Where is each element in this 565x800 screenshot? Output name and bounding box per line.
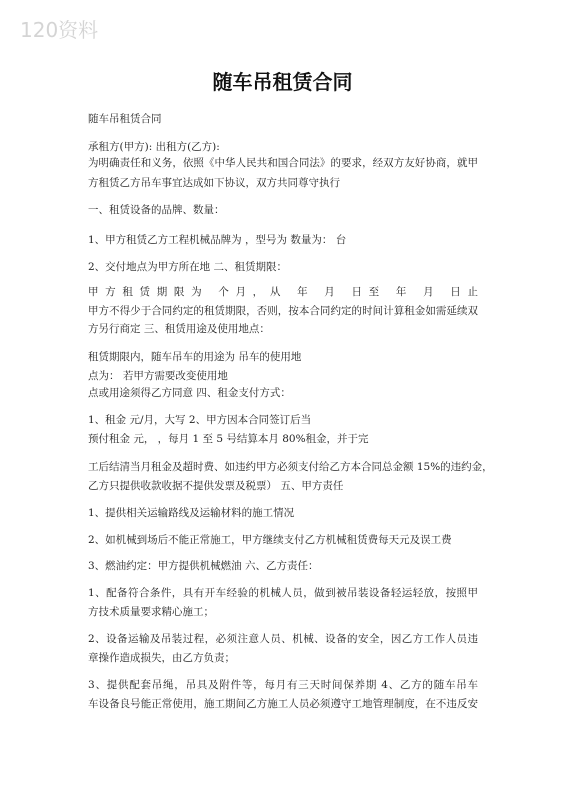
text-line: 为明确责任和义务，依照《中华人民共和国合同法》的要求，经双方友好协商，就甲: [88, 157, 478, 169]
subtitle-line: 随车吊租赁合同: [88, 113, 162, 125]
text-line: 车设备良号能正常使用，施工期间乙方施工人员必须遵守工地管理制度，在不违反安: [88, 698, 478, 710]
text-line: 2、交付地点为甲方所在地 二、租赁期限：: [88, 261, 288, 273]
text-line: 2、设备运输及吊装过程，必须注意人员、机械、设备的安全，因乙方工作人员违: [88, 633, 478, 645]
text-line: 工后结清当月租金及超时费、如违约甲方必须支付给乙方本合同总金额 15%的违约金，: [88, 461, 493, 473]
watermark: 120资料: [20, 18, 99, 42]
text-line: 1、租金 元/月，大写 2、甲方因本合同签订后当: [88, 414, 312, 426]
party-line: 承租方(甲方): 出租方(乙方):: [88, 141, 220, 153]
text-line: 1、提供相关运输路线及运输材料的施工情况: [88, 507, 295, 519]
text-line: 方技术质量要求精心施工；: [88, 606, 214, 618]
text-line: 1、配备符合条件，具有开车经验的机械人员，做到被吊装设备轻运轻放，按照甲: [88, 587, 478, 599]
section-heading: 一、租赁设备的品牌、数量：: [88, 204, 225, 216]
document-title: 随车吊租赁合同: [212, 70, 353, 94]
text-line: 方另行商定 三、租赁用途及使用地点：: [88, 323, 270, 335]
text-line: 租赁期限内，随车吊车的用途为 吊车的使用地: [88, 351, 302, 363]
text-line: 章操作造成损失，由乙方负责；: [88, 652, 235, 664]
text-line: 预付租金 元， ，每月 1 至 5 号结算本月 80%租金，并于完: [88, 433, 369, 445]
text-line: 3、燃油约定：甲方提供机械燃油 六、乙方责任：: [88, 560, 319, 572]
text-line: 方租赁乙方吊车事宜达成如下协议，双方共同尊守执行: [88, 177, 340, 189]
text-line: 点为： 若甲方需要改变使用地: [88, 370, 228, 382]
text-line: 1、甲方租赁乙方工程机械品牌为 ，型号为 数量为： 台: [88, 234, 347, 246]
text-line: 点或用途须得乙方同意 四、租金支付方式：: [88, 387, 291, 399]
text-line: 2、如机械到场后不能正常施工，甲方继续支付乙方机械租赁费每天元及误工费: [88, 534, 452, 546]
text-line: 甲方不得少于合同约定的租赁期限，否则，按本合同约定的时间计算租金如需延续双: [88, 305, 478, 317]
text-line: 甲方租赁期限为 个月，从 年 月 日至 年 月 日止: [88, 286, 478, 298]
text-line: 3、提供配套吊绳，吊具及附件等，每月有三天时间保养期 4、乙方的随车吊车: [88, 679, 478, 691]
text-line: 乙方只提供收款收据不提供发票及税票） 五、甲方责任: [88, 480, 344, 492]
